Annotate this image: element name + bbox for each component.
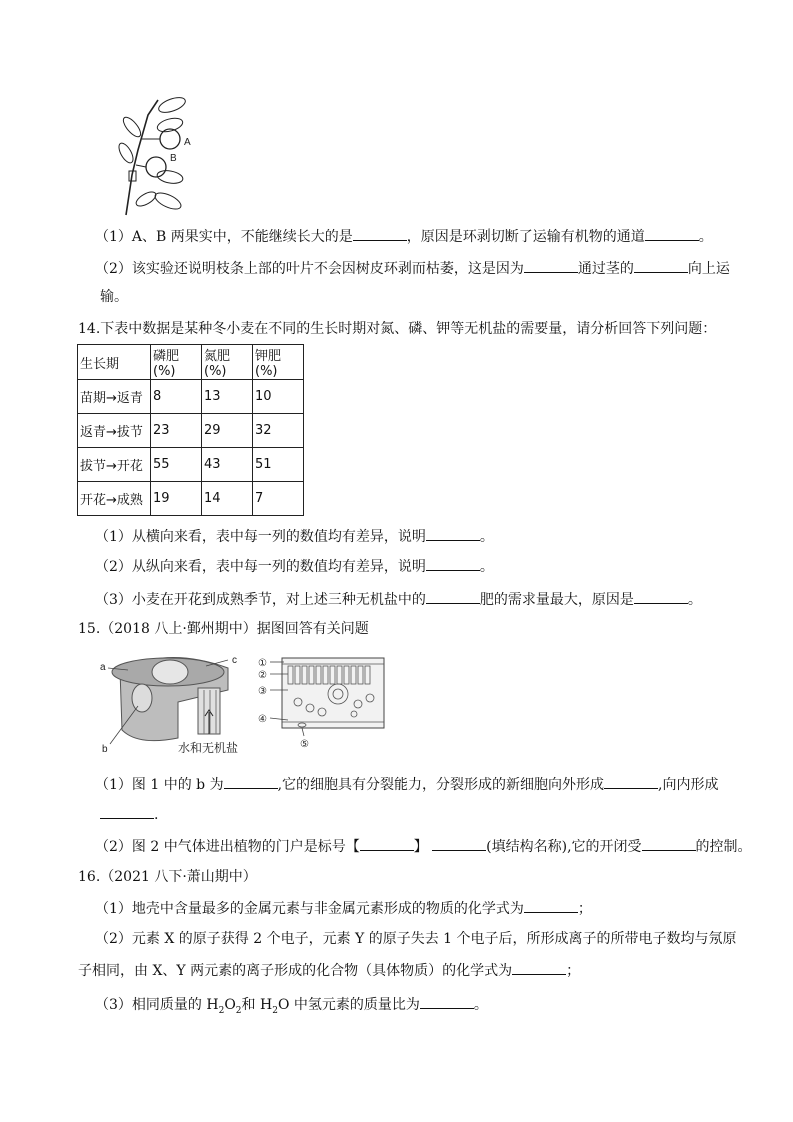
stem-section-figure bbox=[98, 650, 248, 760]
table-cell: 23 bbox=[151, 414, 202, 448]
answer-blank[interactable] bbox=[432, 836, 486, 851]
answer-blank[interactable] bbox=[524, 898, 578, 913]
table-cell: 10 bbox=[253, 380, 304, 414]
table-header: 磷肥(%) bbox=[151, 345, 202, 380]
q15-part1: （1）图 1 中的 b 为 ,它的细胞具有分裂能力，分裂形成的新细胞向外形成 ,向内形成 bbox=[95, 774, 718, 795]
answer-blank[interactable] bbox=[353, 226, 407, 241]
table-cell: 14 bbox=[202, 482, 253, 516]
q14-part1: （1）从横向来看，表中每一列的数值均有差异，说明 。 bbox=[95, 526, 494, 547]
leaf-section-figure bbox=[258, 654, 388, 750]
q14-part3: （3）小麦在开花到成熟季节，对上述三种无机盐中的 肥的需求量最大，原因是 。 bbox=[95, 589, 702, 610]
answer-blank[interactable] bbox=[360, 836, 414, 851]
answer-blank[interactable] bbox=[100, 804, 154, 819]
section-label-a: a bbox=[100, 662, 106, 673]
q15-part2: （2）图 2 中气体进出植物的门户是标号【 】 (填结构名称),它的开闭受 的控制。 bbox=[95, 836, 752, 857]
table-cell: 苗期→返青 bbox=[78, 380, 151, 414]
table-row bbox=[78, 414, 304, 448]
fruit-label-a: A bbox=[184, 137, 191, 148]
table-cell: 开花→成熟 bbox=[78, 482, 151, 516]
answer-blank[interactable] bbox=[604, 774, 658, 789]
q13-part2: （2）该实验还说明枝条上部的叶片不会因树皮环剥而枯萎，这是因为 通过茎的 向上运 bbox=[95, 258, 730, 279]
answer-blank[interactable] bbox=[645, 226, 699, 241]
table-cell: 拔节→开花 bbox=[78, 448, 151, 482]
table-header: 钾肥(%) bbox=[253, 345, 304, 380]
table-row bbox=[78, 482, 304, 516]
q15-part1-cont: . bbox=[100, 804, 158, 825]
answer-blank[interactable] bbox=[426, 589, 480, 604]
table-cell: 29 bbox=[202, 414, 253, 448]
q14-part2: （2）从纵向来看，表中每一列的数值均有差异，说明 。 bbox=[95, 556, 494, 577]
section-label-b: b bbox=[102, 744, 108, 755]
leaf-label-5: ⑤ bbox=[300, 739, 309, 750]
q16-part2-cont: 子相同，由 X、Y 两元素的离子形成的化合物（具体物质）的化学式为 ； bbox=[78, 960, 580, 981]
section-label-c: c bbox=[232, 655, 237, 666]
table-cell: 13 bbox=[202, 380, 253, 414]
q16-stem: 16.（2021 八下·萧山期中） bbox=[78, 869, 257, 885]
leaf-label-2: ② bbox=[258, 670, 267, 681]
fruit-label-b: B bbox=[170, 153, 177, 164]
q16-part1: （1）地壳中含量最多的金属元素与非金属元素形成的物质的化学式为 ； bbox=[95, 898, 592, 919]
table-cell: 返青→拔节 bbox=[78, 414, 151, 448]
table-cell: 32 bbox=[253, 414, 304, 448]
answer-blank[interactable] bbox=[634, 589, 688, 604]
answer-blank[interactable] bbox=[512, 960, 566, 975]
leaf-label-3: ③ bbox=[258, 686, 267, 697]
table-cell: 51 bbox=[253, 448, 304, 482]
answer-blank[interactable] bbox=[426, 556, 480, 571]
table-cell: 55 bbox=[151, 448, 202, 482]
answer-blank[interactable] bbox=[426, 526, 480, 541]
q16-part2: （2）元素 X 的原子获得 2 个电子，元素 Y 的原子失去 1 个电子后，所形成离子的所带电子数均与氖原 bbox=[95, 931, 737, 947]
answer-blank[interactable] bbox=[524, 258, 578, 273]
fertilizer-table bbox=[77, 344, 304, 516]
table-header: 生长期 bbox=[78, 345, 151, 380]
q14-stem: 14.下表中数据是某种冬小麦在不同的生长时期对氮、磷、钾等无机盐的需要量，请分析回答下列问题： bbox=[78, 321, 717, 337]
q13-part2-cont: 输。 bbox=[100, 289, 128, 305]
answer-blank[interactable] bbox=[634, 258, 688, 273]
table-cell: 43 bbox=[202, 448, 253, 482]
answer-blank[interactable] bbox=[642, 836, 696, 851]
branch-figure bbox=[112, 95, 202, 217]
table-row bbox=[78, 448, 304, 482]
answer-blank[interactable] bbox=[420, 994, 474, 1009]
q13-part1: （1）A、B 两果实中，不能继续长大的是 ，原因是环剥切断了运输有机物的通道 。 bbox=[95, 226, 713, 247]
table-cell: 19 bbox=[151, 482, 202, 516]
section-caption: 水和无机盐 bbox=[178, 741, 239, 755]
leaf-label-1: ① bbox=[258, 658, 267, 669]
q15-stem: 15.（2018 八上·鄞州期中）据图回答有关问题 bbox=[78, 621, 369, 637]
table-cell: 7 bbox=[253, 482, 304, 516]
table-cell: 8 bbox=[151, 380, 202, 414]
leaf-label-4: ④ bbox=[258, 714, 267, 725]
table-header: 氮肥(%) bbox=[202, 345, 253, 380]
q16-part3: （3）相同质量的 $H_2O_2$和 $H_2O$ 中氢元素的质量比为 。 bbox=[95, 994, 488, 1021]
table-header-row bbox=[78, 345, 304, 380]
answer-blank[interactable] bbox=[224, 774, 278, 789]
table-row bbox=[78, 380, 304, 414]
